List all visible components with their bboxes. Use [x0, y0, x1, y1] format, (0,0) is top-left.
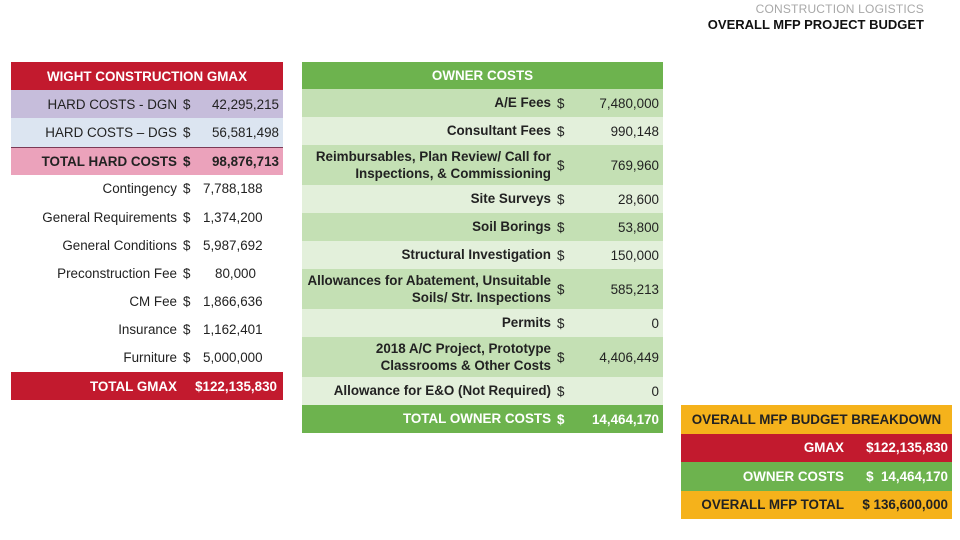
row-amount: 150,000	[610, 247, 659, 263]
row-amount: 1,162,401	[203, 322, 263, 338]
row-amount: 4,406,449	[599, 349, 659, 365]
row-label: A/E Fees	[494, 95, 551, 111]
currency-symbol: $	[183, 350, 191, 366]
row-label: 2018 A/C Project, Prototype Classrooms & Other Costs	[375, 340, 551, 373]
insurance-row	[11, 316, 283, 344]
currency-symbol: $	[557, 95, 565, 111]
ac-project-row	[302, 337, 663, 377]
currency-symbol: $	[183, 237, 191, 253]
currency-symbol: $	[557, 411, 565, 427]
row-label: Permits	[501, 315, 551, 331]
owner-costs-table	[302, 62, 663, 433]
allowances-abatement-row	[302, 269, 663, 309]
row-amount: 0	[651, 383, 659, 399]
currency-symbol: $	[183, 181, 191, 197]
row-amount: 7,480,000	[599, 95, 659, 111]
row-label: HARD COSTS – DGS	[45, 124, 177, 140]
furniture-row	[11, 344, 283, 372]
currency-symbol: $	[557, 123, 565, 139]
breakdown-total-row	[681, 491, 952, 520]
preconstruction-fee-row	[11, 259, 283, 287]
total-hard-costs-row	[11, 147, 283, 175]
row-amount: 585,213	[610, 281, 659, 297]
row-label: Allowances for Abatement, Unsuitable Soils/ Str. Inspections	[307, 272, 551, 305]
header-subtitle: CONSTRUCTION LOGISTICS	[755, 2, 924, 16]
row-amount: 769,960	[610, 157, 659, 173]
currency-symbol: $	[183, 322, 191, 338]
row-label: TOTAL OWNER COSTS	[402, 411, 551, 427]
currency-symbol: $	[557, 247, 565, 263]
currency-symbol: $	[183, 96, 191, 112]
row-label: Reimbursables, Plan Review/ Call for Inspections, & Commissioning	[315, 148, 551, 181]
row-amount: 80,000	[215, 265, 256, 281]
breakdown-owner-costs-row	[681, 462, 952, 491]
row-label: OVERALL MFP TOTAL	[701, 497, 844, 513]
row-label: OWNER COSTS	[742, 468, 844, 484]
row-amount: 42,295,215	[211, 96, 279, 112]
row-label: Preconstruction Fee	[57, 265, 177, 281]
currency-symbol: $	[557, 349, 565, 365]
currency-symbol: $	[183, 294, 191, 310]
gmax-table-header	[11, 62, 283, 90]
row-label: CM Fee	[129, 294, 177, 310]
row-label: Site Surveys	[470, 191, 551, 207]
breakdown-title: OVERALL MFP BUDGET BREAKDOWN	[691, 411, 942, 427]
ae-fees-row	[302, 89, 663, 117]
budget-breakdown-table	[681, 405, 952, 519]
owner-costs-header	[302, 62, 663, 89]
site-surveys-row	[302, 185, 663, 213]
breakdown-gmax-row	[681, 434, 952, 463]
row-amount: $122,135,830	[866, 440, 948, 456]
row-label: TOTAL HARD COSTS	[41, 153, 177, 169]
cm-fee-row	[11, 288, 283, 316]
total-gmax-row	[11, 372, 283, 400]
currency-symbol: $	[183, 153, 191, 169]
row-amount: 56,581,498	[211, 124, 279, 140]
currency-symbol: $	[557, 281, 565, 297]
row-label: Furniture	[123, 350, 177, 366]
currency-symbol: $	[183, 209, 191, 225]
total-owner-costs-row	[302, 405, 663, 433]
currency-symbol: $	[557, 191, 565, 207]
row-label: Structural Investigation	[401, 247, 551, 263]
row-amount: 14,464,170	[591, 411, 659, 427]
currency-symbol: $	[183, 124, 191, 140]
row-amount: $122,135,830	[195, 378, 277, 394]
row-amount: 28,600	[618, 191, 659, 207]
structural-investigation-row	[302, 241, 663, 269]
row-label: HARD COSTS - DGN	[47, 96, 177, 112]
consultant-fees-row	[302, 117, 663, 145]
row-label: General Requirements	[42, 209, 177, 225]
currency-symbol: $	[183, 265, 191, 281]
row-label: Allowance for E&O (Not Required)	[333, 383, 551, 399]
row-amount: 990,148	[610, 123, 659, 139]
hard-costs-dgn-row	[11, 90, 283, 118]
row-label: Insurance	[118, 322, 177, 338]
gmax-title: WIGHT CONSTRUCTION GMAX	[46, 68, 248, 84]
row-amount: $ 136,600,000	[862, 497, 948, 513]
contingency-row	[11, 175, 283, 203]
page-title: OVERALL MFP PROJECT BUDGET	[707, 17, 924, 32]
row-label: TOTAL GMAX	[89, 378, 177, 394]
row-label: GMAX	[803, 440, 844, 456]
general-requirements-row	[11, 203, 283, 231]
allowance-eo-row	[302, 377, 663, 405]
owner-costs-title: OWNER COSTS	[431, 68, 534, 83]
row-amount: 0	[651, 315, 659, 331]
row-amount: 7,788,188	[203, 181, 263, 197]
row-amount: 98,876,713	[211, 153, 279, 169]
currency-symbol: $	[557, 219, 565, 235]
row-amount: 1,866,636	[203, 294, 263, 310]
row-label: Contingency	[102, 181, 177, 197]
gmax-table	[11, 62, 283, 400]
reimbursables-row	[302, 145, 663, 185]
permits-row	[302, 309, 663, 337]
row-amount: $ 14,464,170	[866, 468, 948, 484]
currency-symbol: $	[557, 383, 565, 399]
row-amount: 5,987,692	[203, 237, 263, 253]
soil-borings-row	[302, 213, 663, 241]
breakdown-header	[681, 405, 952, 434]
row-amount: 5,000,000	[203, 350, 263, 366]
currency-symbol: $	[557, 315, 565, 331]
row-label: Consultant Fees	[446, 123, 551, 139]
row-label: General Conditions	[62, 237, 177, 253]
hard-costs-dgs-row	[11, 118, 283, 146]
row-label: Soil Borings	[472, 219, 551, 235]
row-amount: 53,800	[618, 219, 659, 235]
general-conditions-row	[11, 231, 283, 259]
row-amount: 1,374,200	[203, 209, 263, 225]
currency-symbol: $	[557, 157, 565, 173]
